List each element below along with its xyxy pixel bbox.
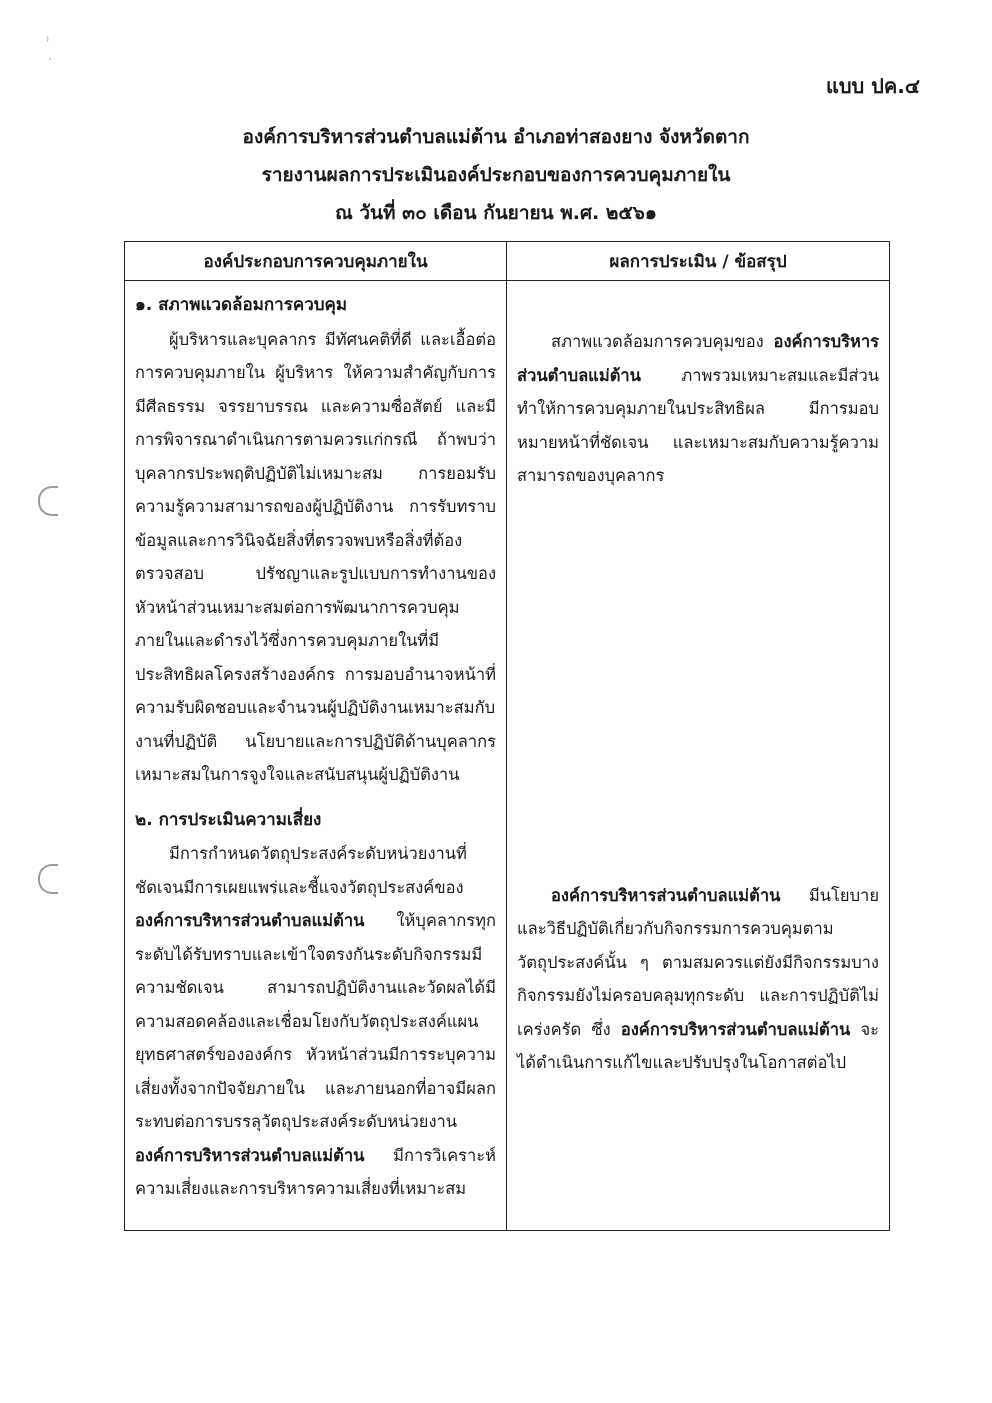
text-run: จะได้ดำเนินการแก้ไขและปรับปรุงในโอกาสต่อไป xyxy=(517,1019,879,1072)
form-code: แบบ ปค.๔ xyxy=(825,74,920,98)
table-row xyxy=(125,281,890,1231)
header-report-title: รายงานผลการประเมินองค์ประกอบของการควบคุมภายใน xyxy=(261,164,731,186)
section-title-control-environment: ๑. สภาพแวดล้อมการควบคุม xyxy=(135,295,348,315)
text-run: ให้บุคลากรทุกระดับได้รับทราบและเข้าใจตรงกันระดับกิจกรรมมีความชัดเจน สามารถปฏิบัติงานและวัดผลได้มีความสอดคล้องและเชื่อมโยงกับวัตถุประสงค์แผนยุทธศาสตร์ขององค์กร หัวหน้าส่วนมีการระบุความเสี่ยงทั้งจากปัจจัยภายใน และภายนอกที่อาจมีผลกระทบต่อการบรรลุวัตถุประสงค์ระดับหน่วยงาน xyxy=(135,911,496,1131)
punch-hole-mark xyxy=(38,486,58,516)
assessment-table xyxy=(124,241,890,1231)
column-header-components: องค์ประกอบการควบคุมภายใน xyxy=(125,242,507,281)
org-name-bold: องค์การบริหารส่วนตำบลแม่ต้าน xyxy=(620,1019,851,1039)
text-run: มีการวิเคราะห์ความเสี่ยงและการบริหารความเสี่ยงที่เหมาะสม xyxy=(135,1145,496,1198)
scan-speck: ⁾ xyxy=(46,34,49,48)
table-header-row xyxy=(125,242,890,281)
punch-hole-mark xyxy=(38,864,58,894)
text-run: ภาพรวมเหมาะสมและมีส่วนทำให้การควบคุมภายในประสิทธิผล มีการมอบหมายหน้าที่ชัดเจน และเหมาะสมกับความรู้ความสามารถของบุคลากร xyxy=(517,365,879,485)
header-organization: องค์การบริหารส่วนตำบลแม่ต้าน อำเภอท่าสองยาง จังหวัดตาก xyxy=(242,126,750,148)
section-title-risk-assessment: ๒. การประเมินความเสี่ยง xyxy=(135,809,322,830)
org-name-bold: องค์การบริหารส่วนตำบลแม่ต้าน xyxy=(135,1145,365,1165)
org-name-bold: องค์การบริหารส่วนตำบลแม่ต้าน xyxy=(517,332,879,385)
result-text-risk-assessment xyxy=(517,879,879,1080)
column-header-results: ผลการประเมิน / ข้อสรุป xyxy=(507,242,890,281)
text-run: มีการกำหนดวัตถุประสงค์ระดับหน่วยงานที่ชัดเจนมีการเผยแพร่และชี้แจงวัตถุประสงค์ของ xyxy=(135,844,467,897)
results-cell xyxy=(507,281,890,1231)
document-header xyxy=(0,118,992,232)
header-date: ณ วันที่ ๓๐ เดือน กันยายน พ.ศ. ๒๕๖๑ xyxy=(335,202,657,224)
text-run: สภาพแวดล้อมการควบคุมของ xyxy=(551,332,774,351)
text-run: มีนโยบายและวิธีปฏิบัติเกี่ยวกับกิจกรรมการควบคุมตามวัตถุประสงค์นั้น ๆ ตามสมควรแต่ยังมีกิจกรรมบางกิจกรรมยังไม่ครอบคลุมทุกระดับ และการปฏิบัติไม่เคร่งครัด ซึ่ง xyxy=(517,885,879,1039)
org-name-bold: องค์การบริหารส่วนตำบลแม่ต้าน xyxy=(551,885,781,905)
org-name-bold: องค์การบริหารส่วนตำบลแม่ต้าน xyxy=(135,911,365,930)
components-cell xyxy=(125,281,507,1231)
section-text-risk-assessment xyxy=(135,837,496,1206)
result-text-control-environment xyxy=(517,325,879,493)
section-text-control-environment: ผู้บริหารและบุคลากร มีทัศนคติที่ดี และเอื้อต่อการควบคุมภายใน ผู้บริหาร ให้ความสำคัญกับการมีศีลธรรม จรรยาบรรณ และความซื่อสัตย์ และมีการพิจารณาดำเนินการตามควรแก่กรณี ถ้าพบว่าบุคลากรประพฤติปฏิบัติไม่เหมาะสม การยอมรับความรู้ความสามารถของผู้ปฏิบัติงาน การรับทราบข้อมูลและการวินิจฉัยสิ่งที่ตรวจพบหรือสิ่งที่ต้องตรวจสอบ ปรัชญาและรูปแบบการทำงานของหัวหน้าส่วนเหมาะสมต่อการพัฒนาการควบคุมภายในและดำรงไว้ซึ่งการควบคุมภายในที่มีประสิทธิผลโครงสร้างองค์กร การมอบอำนาจหน้าที่ความรับผิดชอบและจำนวนผู้ปฏิบัติงานเหมาะสมกับงานที่ปฏิบัติ นโยบายและการปฏิบัติด้านบุคลากรเหมาะสมในการจูงใจและสนับสนุนผู้ปฏิบัติงาน xyxy=(135,329,496,784)
scan-speck: · xyxy=(48,52,52,66)
